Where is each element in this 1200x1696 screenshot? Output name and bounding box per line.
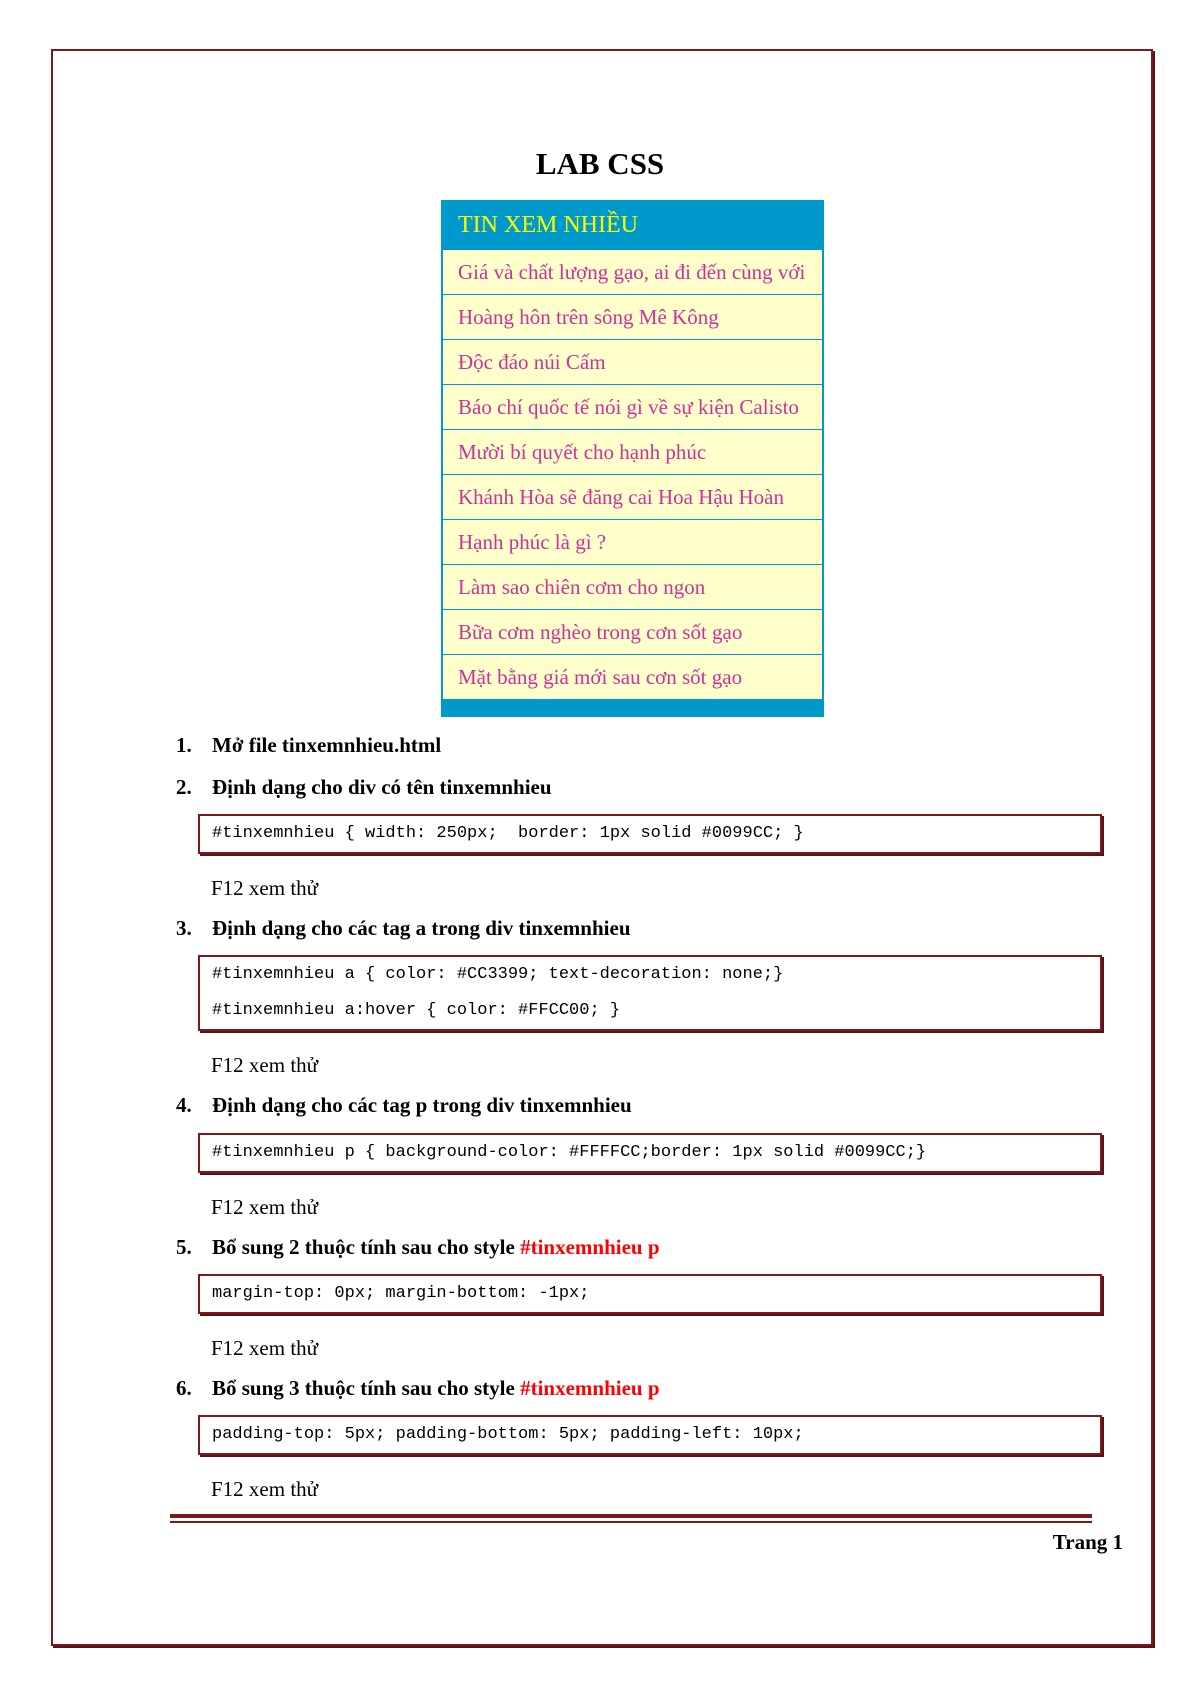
footer-rule <box>170 1521 1092 1523</box>
footer-rule <box>170 1514 1092 1518</box>
note: F12 xem thử <box>211 1477 319 1501</box>
page-title: LAB CSS <box>535 146 665 181</box>
step-number: 2. <box>176 775 192 799</box>
step-number: 6. <box>176 1376 192 1400</box>
code-line: #tinxemnhieu a { color: #CC3399; text-decoration: none;} <box>212 965 784 984</box>
widget-header: TIN XEM NHIỀU <box>443 202 822 249</box>
code-box <box>198 1133 1102 1173</box>
code-box <box>198 1274 1102 1314</box>
news-link[interactable]: Hạnh phúc là gì ? <box>443 519 822 565</box>
step-number: 3. <box>176 916 192 940</box>
step-text: Mở file tinxemnhieu.html <box>212 733 442 757</box>
news-link[interactable]: Khánh Hòa sẽ đăng cai Hoa Hậu Hoàn <box>443 474 822 520</box>
step-number: 4. <box>176 1093 192 1117</box>
news-link[interactable]: Giá và chất lượng gạo, ai đi đến cùng với <box>443 249 822 295</box>
step-text: Định dạng cho các tag a trong div tinxemnhieu <box>212 916 631 940</box>
note: F12 xem thử <box>211 1053 319 1077</box>
step-1 <box>176 733 441 758</box>
code-box <box>198 1415 1102 1455</box>
news-link[interactable]: Mười bí quyết cho hạnh phúc <box>443 429 822 475</box>
code-line: #tinxemnhieu p { background-color: #FFFFCC;border: 1px solid #0099CC;} <box>212 1143 927 1162</box>
step-text: Định dạng cho các tag p trong div tinxemnhieu <box>212 1093 632 1117</box>
code-box <box>198 814 1102 854</box>
step-5 <box>176 1235 660 1260</box>
step-text: Định dạng cho div có tên tinxemnhieu <box>212 775 552 799</box>
step-3 <box>176 916 631 941</box>
code-line: #tinxemnhieu a:hover { color: #FFCC00; } <box>212 1001 621 1020</box>
code-line: #tinxemnhieu { width: 250px; border: 1px solid #0099CC; } <box>212 824 804 843</box>
step-text: Bổ sung 3 thuộc tính sau cho style <box>212 1376 521 1400</box>
news-link[interactable]: Báo chí quốc tế nói gì về sự kiện Calisto <box>443 384 822 430</box>
code-line: margin-top: 0px; margin-bottom: -1px; <box>212 1284 590 1303</box>
note: F12 xem thử <box>211 1336 319 1360</box>
style-selector-highlight: #tinxemnhieu p <box>520 1235 660 1259</box>
style-selector-highlight: #tinxemnhieu p <box>520 1376 660 1400</box>
step-2 <box>176 775 552 800</box>
page-number: Trang 1 <box>1052 1530 1123 1554</box>
news-link[interactable]: Hoàng hôn trên sông Mê Kông <box>443 294 822 340</box>
code-line: padding-top: 5px; padding-bottom: 5px; padding-left: 10px; <box>212 1425 804 1444</box>
news-link[interactable]: Bữa cơm nghèo trong cơn sốt gạo <box>443 609 822 655</box>
step-6 <box>176 1376 660 1401</box>
note: F12 xem thử <box>211 876 319 900</box>
news-link[interactable]: Độc đáo núi Cấm <box>443 339 822 385</box>
step-number: 1. <box>176 733 192 757</box>
code-box <box>198 955 1102 1031</box>
news-link[interactable]: Mặt bằng giá mới sau cơn sốt gạo <box>443 654 822 700</box>
tinxemnhieu-box <box>441 200 824 717</box>
note: F12 xem thử <box>211 1195 319 1219</box>
step-4 <box>176 1093 632 1118</box>
news-link[interactable]: Làm sao chiên cơm cho ngon <box>443 564 822 610</box>
step-text: Bổ sung 2 thuộc tính sau cho style <box>212 1235 521 1259</box>
step-number: 5. <box>176 1235 192 1259</box>
